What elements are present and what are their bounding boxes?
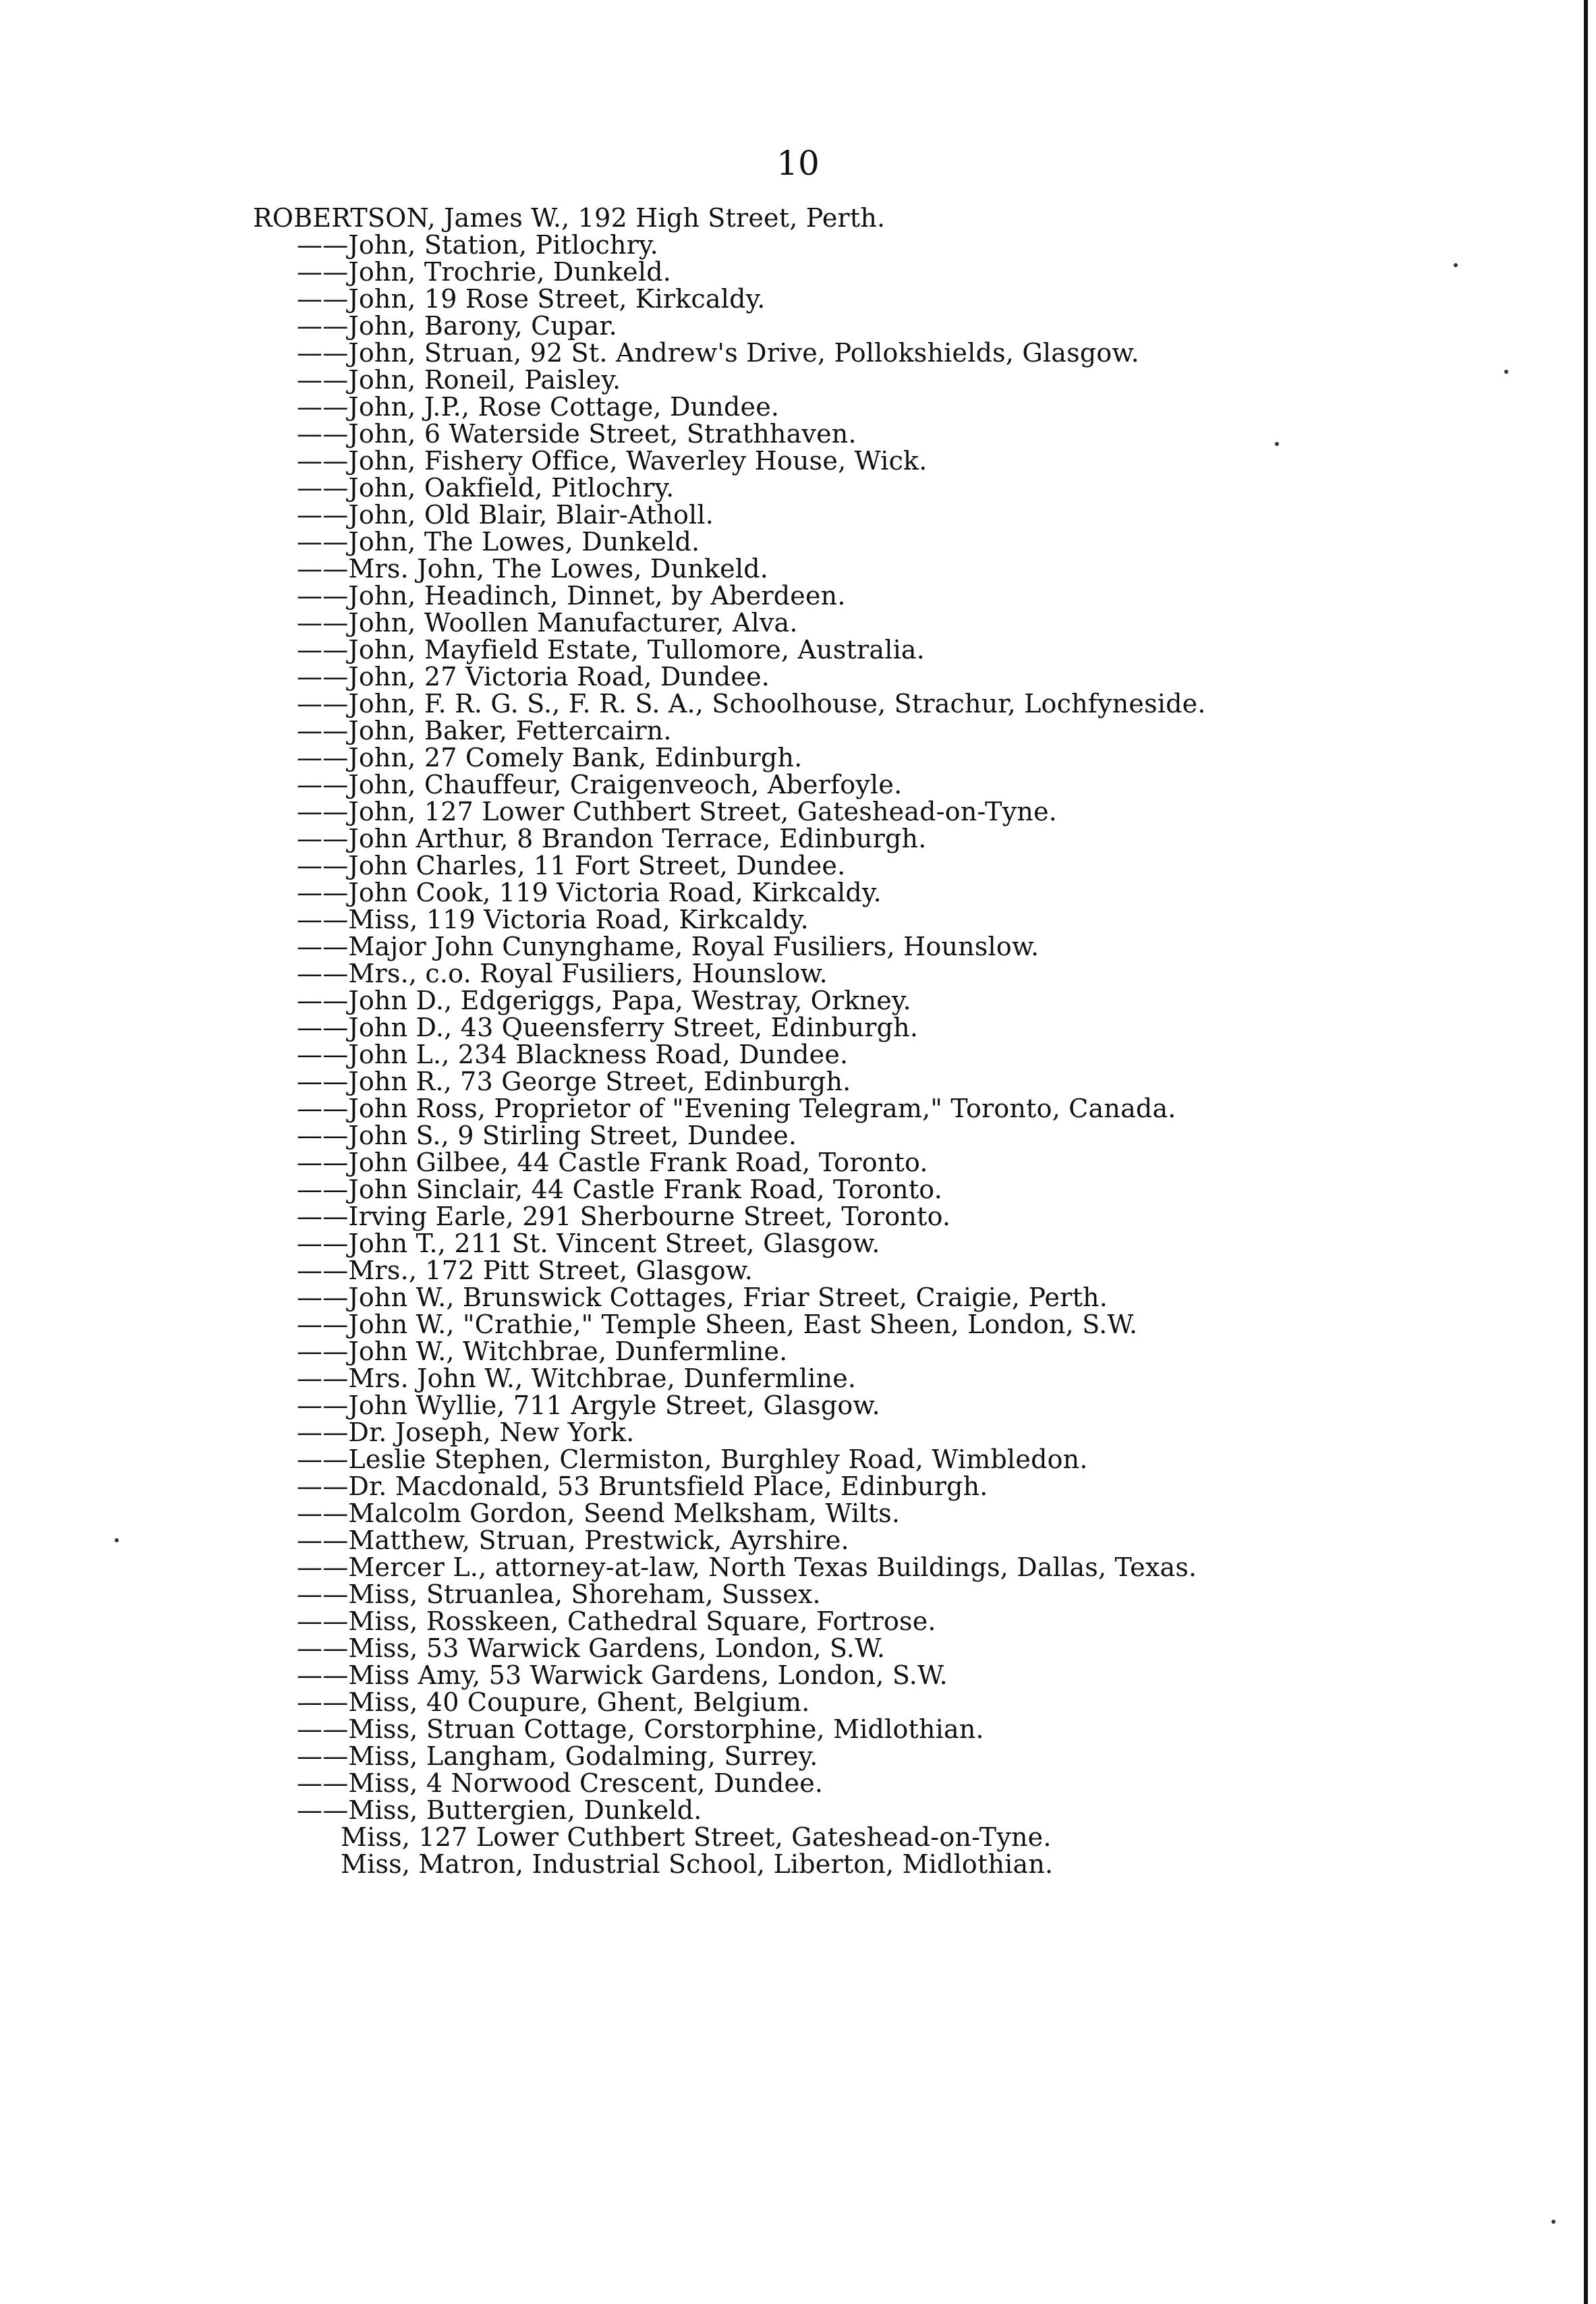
directory-entry: ——John, J.P., Rose Cottage, Dundee. xyxy=(297,392,780,422)
directory-entry: ——Miss, Buttergien, Dunkeld. xyxy=(297,1795,702,1825)
directory-entry: ——John, Oakfield, Pitlochry. xyxy=(297,473,675,503)
directory-entry: ——John W., "Crathie," Temple Sheen, East Sheen, London, S.W. xyxy=(297,1310,1138,1339)
directory-entries xyxy=(0,204,1596,1878)
directory-entry: ——John S., 9 Stirling Street, Dundee. xyxy=(297,1121,797,1150)
directory-entry: ——John D., Edgeriggs, Papa, Westray, Orkney. xyxy=(297,986,911,1015)
page-number: 10 xyxy=(776,144,820,183)
directory-entry: ——Major John Cunynghame, Royal Fusiliers, Hounslow. xyxy=(297,932,1039,961)
directory-entry: ——Miss, 119 Victoria Road, Kirkcaldy. xyxy=(297,905,809,934)
directory-entry: ——John R., 73 George Street, Edinburgh. xyxy=(297,1067,851,1096)
directory-entry: ——John, Trochrie, Dunkeld. xyxy=(297,257,672,287)
directory-entry: ——Mercer L., attorney-at-law, North Texas Buildings, Dallas, Texas. xyxy=(297,1552,1197,1582)
directory-entry: ——John Arthur, 8 Brandon Terrace, Edinburgh. xyxy=(297,824,927,853)
print-speck xyxy=(115,1538,119,1542)
directory-entry: ——Miss, Langham, Godalming, Surrey. xyxy=(297,1741,818,1771)
directory-entry: ——Miss, 53 Warwick Gardens, London, S.W. xyxy=(297,1633,886,1663)
directory-entry: ——John, 19 Rose Street, Kirkcaldy. xyxy=(297,284,766,314)
directory-entry: ——John Wyllie, 711 Argyle Street, Glasgow. xyxy=(297,1390,880,1420)
directory-entry: ——Miss Amy, 53 Warwick Gardens, London, S.W. xyxy=(297,1660,948,1690)
directory-entry: ——John, The Lowes, Dunkeld. xyxy=(297,527,700,557)
directory-entry: ——Mrs., c.o. Royal Fusiliers, Hounslow. xyxy=(297,959,828,988)
directory-entry: ——John, Roneil, Paisley. xyxy=(297,365,621,395)
directory-entry: ——Miss, 40 Coupure, Ghent, Belgium. xyxy=(297,1687,810,1717)
print-speck xyxy=(1275,442,1279,446)
directory-entry: ——Leslie Stephen, Clermiston, Burghley Road, Wimbledon. xyxy=(297,1444,1088,1474)
directory-entry: ——John W., Brunswick Cottages, Friar Street, Craigie, Perth. xyxy=(297,1283,1108,1312)
directory-entry: ——John, Chauffeur, Craigenveoch, Aberfoyle. xyxy=(297,770,903,799)
print-speck xyxy=(1454,263,1458,267)
directory-entry: ——Mrs. John, The Lowes, Dunkeld. xyxy=(297,554,769,584)
directory-entry: ——John, Headinch, Dinnet, by Aberdeen. xyxy=(297,581,846,611)
directory-entry: ——Miss, Struan Cottage, Corstorphine, Midlothian. xyxy=(297,1714,984,1744)
directory-entry: ——John, Baker, Fettercairn. xyxy=(297,716,672,746)
directory-entry: ——John Charles, 11 Fort Street, Dundee. xyxy=(297,851,846,880)
directory-entry: ——John Gilbee, 44 Castle Frank Road, Toronto. xyxy=(297,1148,928,1177)
directory-entry: ——John Cook, 119 Victoria Road, Kirkcaldy. xyxy=(297,878,882,907)
directory-entry: ——Miss, Rosskeen, Cathedral Square, Fortrose. xyxy=(297,1606,936,1636)
directory-entry: ——John, Station, Pitlochry. xyxy=(297,230,658,260)
directory-entry: ——Mrs. John W., Witchbrae, Dunfermline. xyxy=(297,1364,857,1393)
print-speck xyxy=(1551,2220,1556,2224)
directory-entry: ——Irving Earle, 291 Sherbourne Street, Toronto. xyxy=(297,1202,951,1231)
directory-entry: ——John, 27 Comely Bank, Edinburgh. xyxy=(297,743,803,772)
directory-entry: Miss, 127 Lower Cuthbert Street, Gateshead-on-Tyne. xyxy=(341,1822,1052,1852)
directory-entry: ——John Ross, Proprietor of "Evening Telegram," Toronto, Canada. xyxy=(297,1094,1176,1123)
directory-entry: ——Matthew, Struan, Prestwick, Ayrshire. xyxy=(297,1525,849,1555)
directory-entry: ——Dr. Joseph, New York. xyxy=(297,1417,635,1447)
directory-entry: ——John, Struan, 92 St. Andrew's Drive, Pollokshields, Glasgow. xyxy=(297,338,1139,368)
print-speck xyxy=(1504,370,1508,374)
directory-entry: ——John, Old Blair, Blair-Atholl. xyxy=(297,500,714,530)
directory-entry: ——John, Woollen Manufacturer, Alva. xyxy=(297,608,798,638)
directory-entry: ——John, Mayfield Estate, Tullomore, Australia. xyxy=(297,635,925,665)
directory-entry: ——Mrs., 172 Pitt Street, Glasgow. xyxy=(297,1256,753,1285)
directory-entry: ——John, F. R. G. S., F. R. S. A., Schoolhouse, Strachur, Lochfyneside. xyxy=(297,689,1206,719)
directory-entry: ——John, 127 Lower Cuthbert Street, Gateshead-on-Tyne. xyxy=(297,797,1058,826)
directory-entry: ——John D., 43 Queensferry Street, Edinburgh. xyxy=(297,1013,919,1042)
directory-entry: ——John L., 234 Blackness Road, Dundee. xyxy=(297,1040,849,1069)
page-edge-rule xyxy=(1584,0,1588,2304)
directory-entry: ——John, 27 Victoria Road, Dundee. xyxy=(297,662,770,692)
directory-entry: ——John W., Witchbrae, Dunfermline. xyxy=(297,1337,788,1366)
directory-entry: ——John, 6 Waterside Street, Strathhaven. xyxy=(297,419,857,449)
directory-entry: ——Dr. Macdonald, 53 Bruntsfield Place, Edinburgh. xyxy=(297,1471,988,1501)
directory-entry: ——Malcolm Gordon, Seend Melksham, Wilts. xyxy=(297,1498,901,1528)
directory-entry: ——John T., 211 St. Vincent Street, Glasgow. xyxy=(297,1229,880,1258)
directory-entry: ——Miss, Struanlea, Shoreham, Sussex. xyxy=(297,1579,821,1609)
directory-entry: ——Miss, 4 Norwood Crescent, Dundee. xyxy=(297,1768,824,1798)
directory-heading-entry: ROBERTSON, James W., 192 High Street, Perth. xyxy=(253,203,886,233)
directory-entry: ——John, Barony, Cupar. xyxy=(297,311,617,341)
directory-entry: ——John Sinclair, 44 Castle Frank Road, Toronto. xyxy=(297,1175,942,1204)
directory-entry: Miss, Matron, Industrial School, Liberton, Midlothian. xyxy=(341,1849,1054,1879)
directory-entry: ——John, Fishery Office, Waverley House, Wick. xyxy=(297,446,928,476)
